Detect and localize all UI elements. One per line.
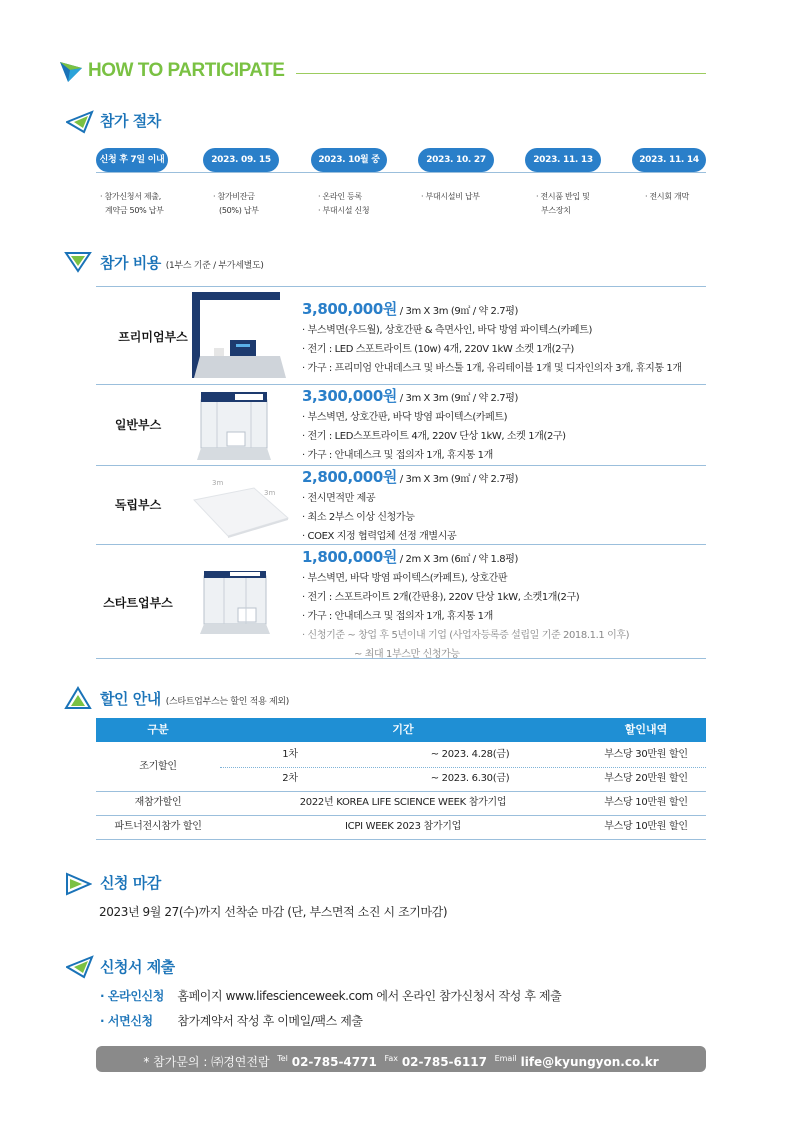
discount-detail: 부스당 20만원 할인 xyxy=(604,773,688,784)
booth-info-standard: 3,300,000원 / 3m X 3m (9㎡ / 약 2.7평) · 부스벽면, 상호간판, 바닥 방염 파이텍스(카페트) · 전기 : LED스포트라이트 4개, 220V 단상 1kW, 소켓 1개(2구) · 가구 : 안내데스크 및 접의자 1개, 휴지통 1개 xyxy=(302,387,566,461)
discount-detail: 부스당 30만원 할인 xyxy=(604,749,688,760)
procedure-step-desc: · 전시회 개막 xyxy=(645,192,689,201)
cost-section-icon xyxy=(64,250,92,274)
fax-number: 02-785-6117 xyxy=(401,1055,487,1069)
discount-period: ~ 2023. 6.30(금) xyxy=(430,773,510,784)
procedure-step-desc: · 부대시설비 납부 xyxy=(421,192,480,201)
deadline-section-icon xyxy=(64,872,92,896)
online-label: · 온라인신청 xyxy=(100,989,164,1003)
discount-period: 2022년 KOREA LIFE SCIENCE WEEK 참가기업 xyxy=(299,797,507,808)
deadline-title: 신청 마감 xyxy=(100,874,161,892)
booth-name-startup: 스타트업부스 xyxy=(103,596,173,610)
standard-booth-image xyxy=(197,386,271,462)
email-label: Email xyxy=(494,1054,517,1063)
procedure-step-date: 2023. 09. 15 xyxy=(203,148,279,172)
inquiry-label: * 참가문의 : ㈜경연전람 xyxy=(143,1055,270,1069)
discount-section-icon xyxy=(64,686,92,710)
discount-category-partner: 파트너전시참가 할인 xyxy=(114,821,202,832)
premium-booth-image xyxy=(186,290,286,380)
booth-price-premium: 3,800,000원 xyxy=(302,300,397,318)
discount-heading xyxy=(100,688,289,709)
submission-title: 신청서 제출 xyxy=(100,958,175,976)
discount-subtitle: (스타트업부스는 할인 적용 제외) xyxy=(165,697,290,707)
discount-category-early: 조기할인 xyxy=(139,761,177,772)
raw-space-booth-image xyxy=(190,478,290,540)
booth-info-startup: 1,800,000원 / 2m X 3m (6㎡ / 약 1.8평) · 부스벽면, 바닥 방염 파이텍스(카페트), 상호간판 · 전기 : 스포트라이트 2개(간판용), 220V 단상 1kW, 소켓1개(2구) · 가구 : 안내데스크 및 접의자 1개, 휴지통 1개 · 신청기준 ~ 창업 후 5년이내 기업 (사업자등록증 설립일 기준 2018.1.1 이후) ~ 최대 1부스만 신청가능 xyxy=(302,548,630,660)
cost-subtitle: (1부스 기준 / 부가세별도) xyxy=(165,261,264,271)
contact-bar xyxy=(96,1046,706,1072)
col-header-detail: 할인내역 xyxy=(624,723,668,736)
page-title: HOW TO PARTICIPATE xyxy=(88,60,285,81)
startup-booth-image xyxy=(200,568,272,636)
col-header-category: 구분 xyxy=(147,723,169,736)
procedure-step-date: 2023. 10월 중 xyxy=(311,148,387,172)
procedure-step-desc: · 온라인 등록 · 부대시설 신청 xyxy=(318,192,370,215)
discount-category-rejoin: 재참가할인 xyxy=(134,797,182,808)
deadline-text: 2023년 9월 27(수)까지 선착순 마감 (단, 부스면적 소진 시 조기마감) xyxy=(99,905,448,919)
raw-space-dim-2: 3m xyxy=(264,489,276,497)
raw-space-dim-1: 3m xyxy=(212,479,224,487)
procedure-step-date: 2023. 11. 14 xyxy=(632,148,706,172)
paper-text: 참가계약서 작성 후 이메일/팩스 제출 xyxy=(177,1014,363,1028)
tel-label: Tel xyxy=(277,1054,288,1063)
booth-name-premium: 프리미엄부스 xyxy=(118,330,188,344)
discount-detail: 부스당 10만원 할인 xyxy=(604,797,688,808)
procedure-step-date: 2023. 10. 27 xyxy=(418,148,494,172)
cost-title: 참가 비용 xyxy=(100,254,161,272)
fax-label: Fax xyxy=(384,1054,398,1063)
booth-info-raw-space: 2,800,000원 / 3m X 3m (9㎡ / 약 2.7평) · 전시면적만 제공 · 최소 2부스 이상 신청가능 · COEX 지정 협력업체 선정 개별시공 xyxy=(302,468,518,542)
procedure-timeline xyxy=(96,172,706,173)
discount-round: 1차 xyxy=(282,749,298,760)
discount-period: ICPI WEEK 2023 참가기업 xyxy=(345,821,461,832)
booth-price-raw-space: 2,800,000원 xyxy=(302,468,397,486)
booth-price-startup: 1,800,000원 xyxy=(302,548,397,566)
procedure-step-desc: · 참가신청서 제출, 계약금 50% 납부 xyxy=(100,192,164,215)
cost-heading xyxy=(100,252,264,273)
cost-divider xyxy=(96,465,706,466)
booth-name-standard: 일반부스 xyxy=(114,418,162,432)
discount-detail: 부스당 10만원 할인 xyxy=(604,821,688,832)
paper-label: · 서면신청 xyxy=(100,1014,153,1028)
cost-divider xyxy=(96,286,706,287)
submission-section-icon xyxy=(66,955,94,979)
col-header-period: 기간 xyxy=(392,723,414,736)
procedure-step-desc: · 전시품 반입 및 부스장치 xyxy=(536,192,590,215)
submission-paper xyxy=(100,1012,363,1029)
discount-period: ~ 2023. 4.28(금) xyxy=(430,749,510,760)
discount-round: 2차 xyxy=(282,773,298,784)
booth-info-premium: 3,800,000원 / 3m X 3m (9㎡ / 약 2.7평) · 부스벽면(우드월), 상호간판 & 측면사인, 바닥 방염 파이텍스(카페트) · 전기 : LED 스포트라이트 (10w) 4개, 220V 1kW 소켓 1개(2구) · 가구 : 프리미엄 안내데스크 및 바스툴 1개, 유리테이블 1개 및 디자인의자 3개, 휴지통 1개 xyxy=(302,300,682,374)
cost-divider xyxy=(96,384,706,385)
header-logo-icon xyxy=(60,60,82,82)
row-separator xyxy=(96,839,706,840)
booth-name-raw-space: 독립부스 xyxy=(114,498,162,512)
booth-price-standard: 3,300,000원 xyxy=(302,387,397,405)
procedure-step-desc: · 참가비잔금 (50%) 납부 xyxy=(213,192,259,215)
email-address: life@kyungyon.co.kr xyxy=(520,1055,659,1069)
online-text: 홈페이지 www.lifescienceweek.com 에서 온라인 참가신청서 작성 후 제출 xyxy=(177,989,562,1003)
procedure-title: 참가 절차 xyxy=(100,112,161,130)
discount-title: 할인 안내 xyxy=(100,690,161,708)
procedure-step-date: 2023. 11. 13 xyxy=(525,148,601,172)
title-divider xyxy=(296,73,706,74)
submission-online xyxy=(100,987,561,1004)
procedure-step-date: 신청 후 7일 이내 xyxy=(96,148,168,172)
tel-number: 02-785-4771 xyxy=(291,1055,377,1069)
procedure-section-icon xyxy=(66,110,94,134)
